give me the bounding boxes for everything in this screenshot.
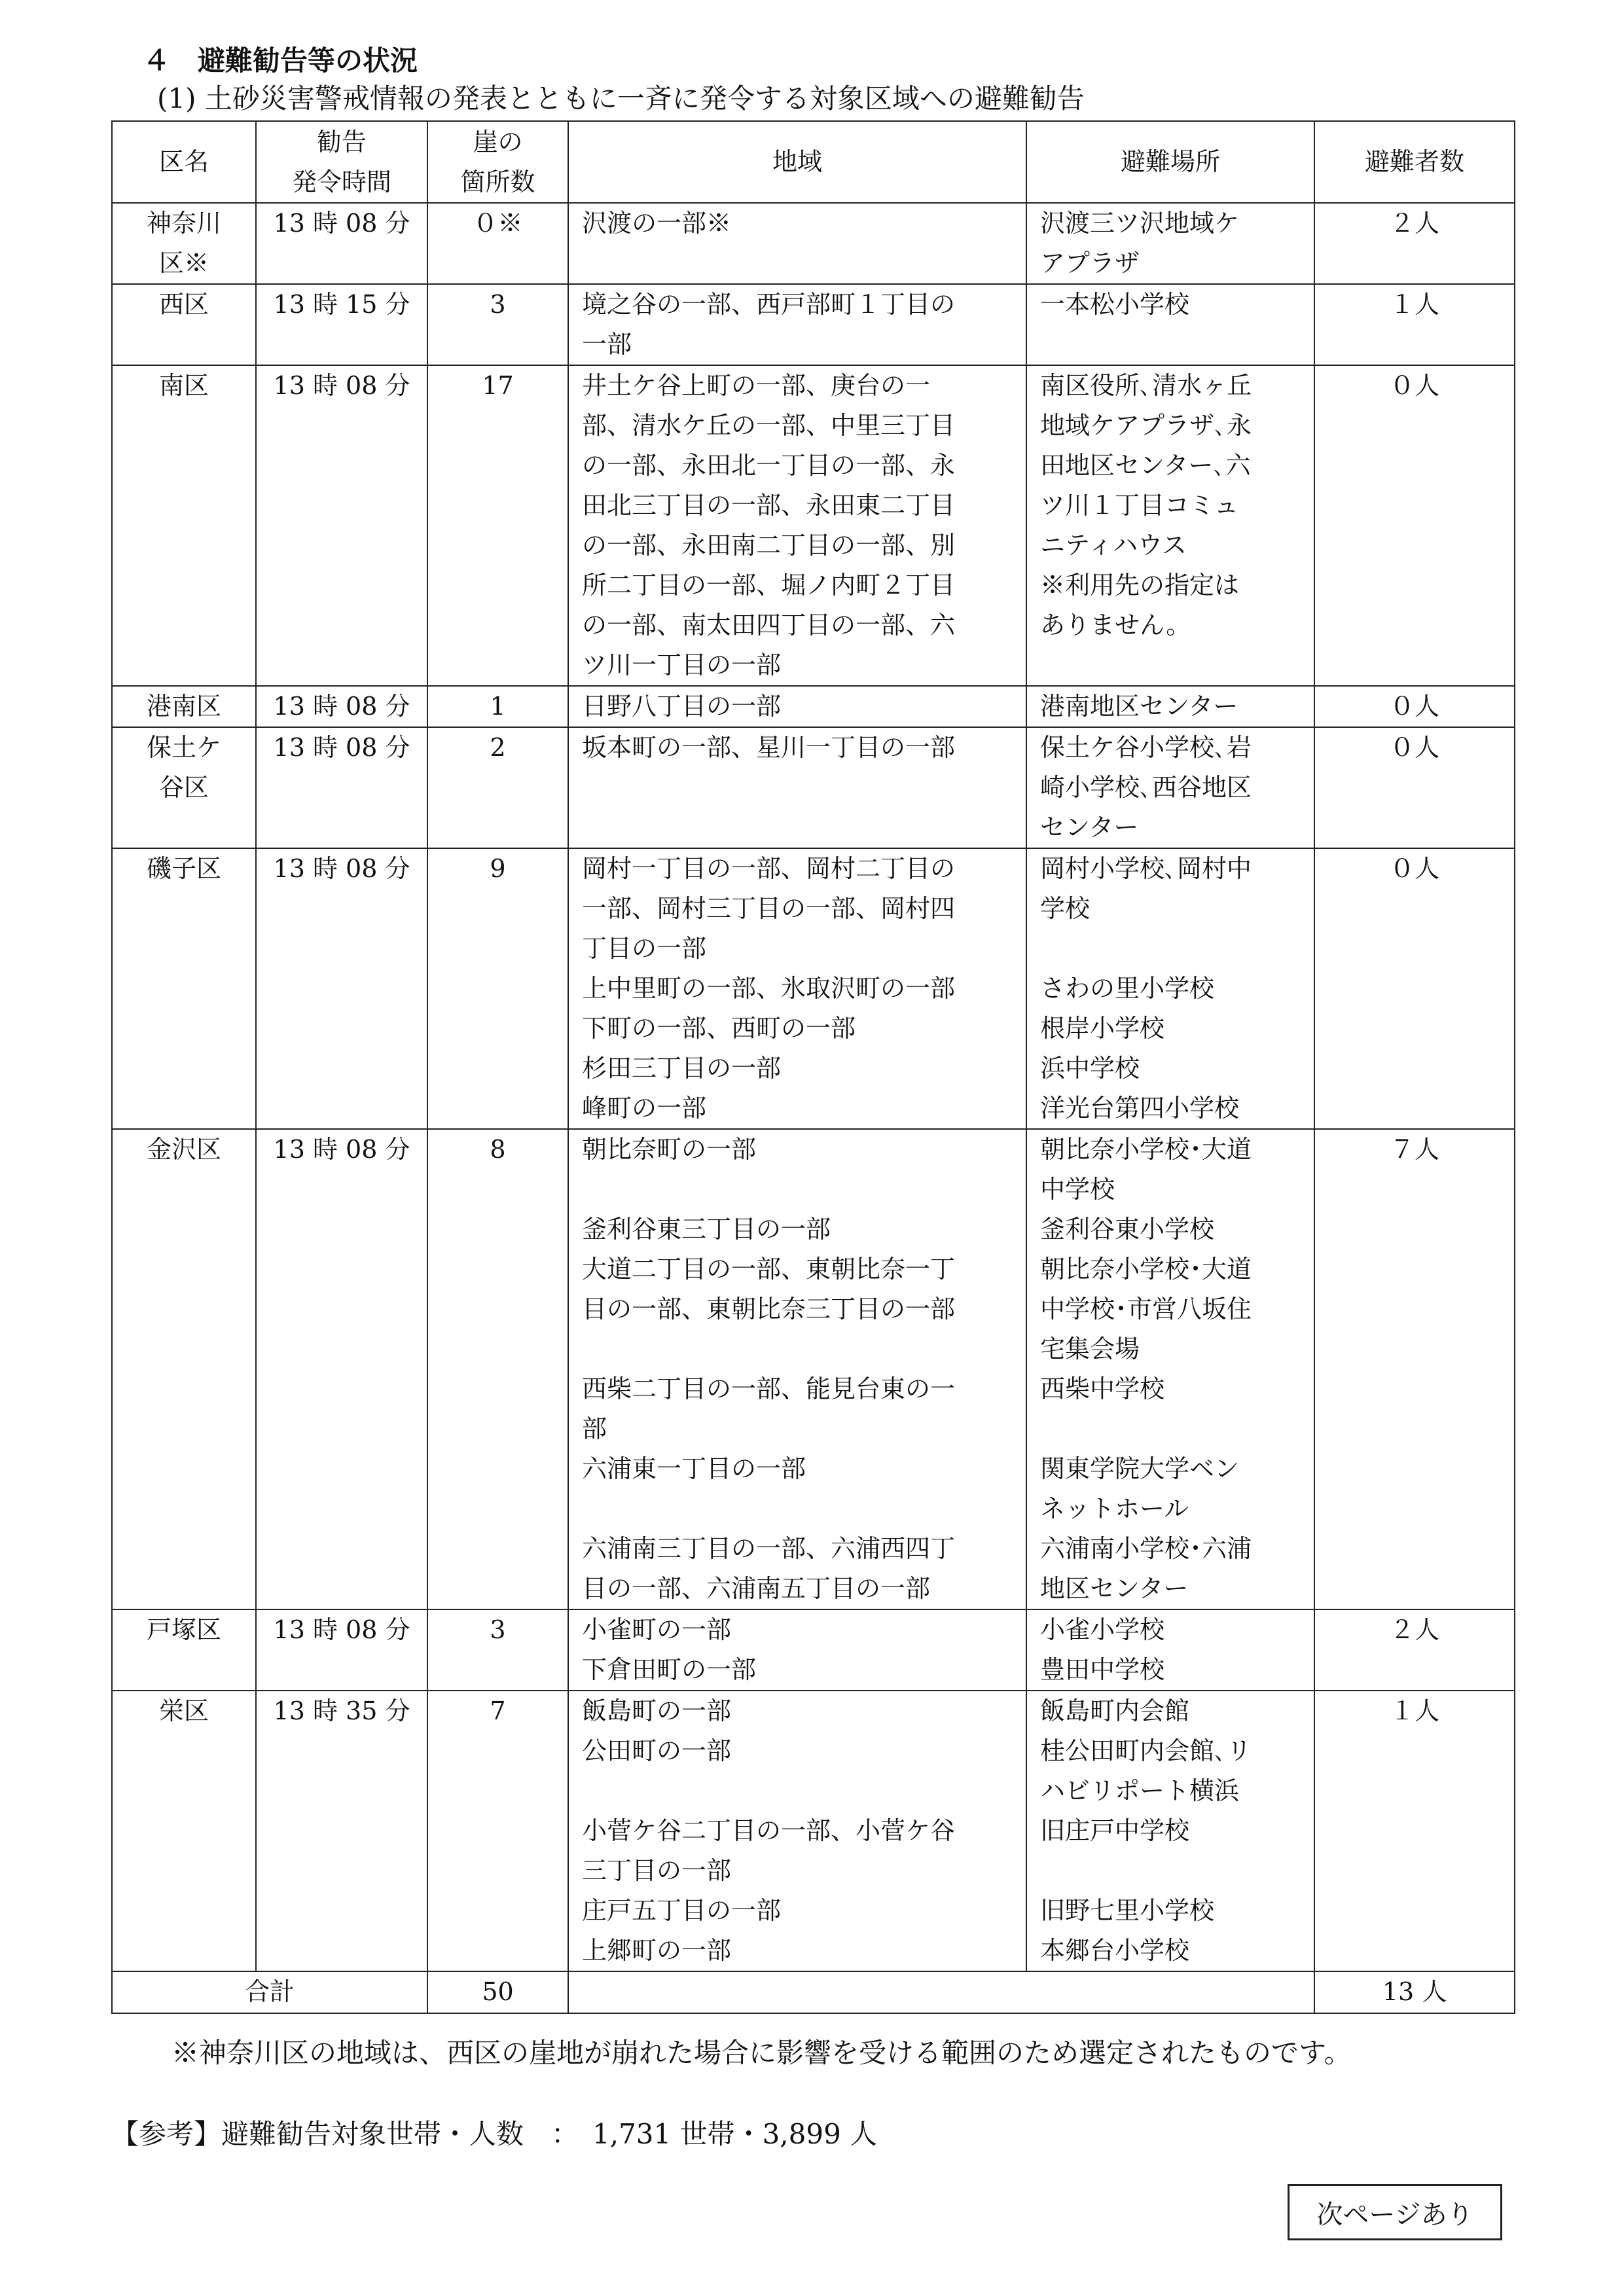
time-cell: 13 時 08 分: [256, 727, 427, 848]
table-row: [112, 203, 1515, 284]
shelter-line: ※利用先の指定は: [1040, 571, 1240, 600]
ward-cell: [112, 1691, 256, 1971]
ward-cell: [112, 1129, 256, 1609]
shelter-line: 洋光台第四小学校: [1040, 1094, 1240, 1122]
area-line: 釜利谷東三丁目の一部: [582, 1215, 831, 1244]
area-line: 六浦南三丁目の一部、六浦西四丁: [582, 1534, 956, 1563]
time-cell: 13 時 08 分: [256, 203, 427, 284]
footnote: ※神奈川区の地域は、西区の崖地が崩れた場合に影響を受ける範囲のため選定されたものです。: [171, 2037, 1352, 2069]
area-line: 六浦東一丁目の一部: [582, 1454, 806, 1483]
area-line: 沢渡の一部※: [582, 209, 732, 238]
shelter-line: ハビリポート横浜: [1040, 1776, 1240, 1805]
ward-cell: [112, 365, 256, 686]
cliffs-cell: 1: [427, 686, 568, 727]
table-body: [112, 203, 1515, 1971]
table-row: [112, 365, 1515, 686]
ward-cell: [112, 727, 256, 848]
ward-line: 港南区: [146, 692, 221, 721]
shelter-line: 飯島町内会館: [1040, 1696, 1190, 1725]
area-line: 坂本町の一部、星川一丁目の一部: [582, 733, 956, 762]
shelter-line: 地区センター: [1040, 1574, 1189, 1603]
area-line: 所二丁目の一部、堀ノ内町２丁目: [582, 571, 956, 600]
shelter-cell: [1026, 365, 1314, 686]
cliffs-cell: 9: [427, 848, 568, 1129]
shelter-line: [1040, 929, 1301, 969]
shelter-line: アプラザ: [1040, 249, 1140, 278]
header-shelter: 避難場所: [1026, 121, 1314, 203]
header-time-line-2: 発令時間: [291, 167, 391, 196]
total-blank: [568, 1971, 1314, 2013]
shelter-line: 釜利谷東小学校: [1040, 1215, 1215, 1244]
ward-line: 戸塚区: [146, 1615, 221, 1644]
cliffs-cell: 7: [427, 1691, 568, 1971]
ward-line: 磯子区: [146, 854, 221, 883]
shelter-cell: [1026, 284, 1314, 365]
area-cell: [568, 686, 1026, 727]
ward-cell: [112, 686, 256, 727]
shelter-line: 保土ケ谷小学校､岩: [1040, 733, 1252, 762]
area-line: 一部、岡村三丁目の一部、岡村四: [582, 894, 956, 923]
table-header-row: [112, 121, 1515, 203]
ward-cell: [112, 1609, 256, 1691]
evacuees-cell: １人: [1314, 284, 1515, 365]
shelter-line: 岡村小学校､岡村中: [1040, 854, 1252, 883]
shelter-line: ニティハウス: [1040, 531, 1187, 560]
area-line: 小雀町の一部: [582, 1615, 732, 1644]
time-cell: 13 時 08 分: [256, 365, 427, 686]
area-line: [582, 1329, 1013, 1369]
total-evacuees: 13 人: [1314, 1971, 1515, 2013]
shelter-line: 関東学院大学ベン: [1040, 1454, 1240, 1483]
shelter-cell: [1026, 1691, 1314, 1971]
cliffs-cell: 8: [427, 1129, 568, 1609]
evacuees-cell: ２人: [1314, 203, 1515, 284]
area-line: 上中里町の一部、氷取沢町の一部: [582, 974, 956, 1003]
header-cliffs-line-1: 崖の: [473, 127, 523, 156]
shelter-line: 旧野七里小学校: [1040, 1896, 1215, 1925]
ward-cell: [112, 203, 256, 284]
evacuees-cell: ０人: [1314, 686, 1515, 727]
table-row: [112, 1129, 1515, 1609]
area-line: 部: [582, 1414, 607, 1443]
cliffs-cell: 3: [427, 1609, 568, 1691]
shelter-line: 旧庄戸中学校: [1040, 1816, 1190, 1845]
area-line: 一部: [582, 330, 632, 359]
shelter-line: 学校: [1040, 894, 1091, 923]
cliffs-cell: 3: [427, 284, 568, 365]
ward-line: 金沢区: [146, 1135, 221, 1164]
table-row: [112, 848, 1515, 1129]
shelter-line: 西柴中学校: [1040, 1374, 1165, 1403]
ward-line: 南区: [158, 371, 209, 400]
area-cell: [568, 284, 1026, 365]
shelter-line: 地域ケアプラザ､永: [1040, 411, 1252, 440]
area-line: 日野八丁目の一部: [582, 692, 782, 721]
area-cell: [568, 203, 1026, 284]
time-cell: 13 時 08 分: [256, 686, 427, 727]
shelter-line: センター: [1040, 813, 1139, 842]
area-line: 岡村一丁目の一部、岡村二丁目の: [582, 854, 956, 883]
shelter-line: 浜中学校: [1040, 1054, 1140, 1083]
ward-line: 西区: [158, 290, 209, 319]
shelter-line: 宅集会場: [1040, 1335, 1140, 1363]
area-line: 公田町の一部: [582, 1736, 732, 1765]
area-line: ツ川一丁目の一部: [582, 651, 782, 679]
shelter-line: 六浦南小学校･六浦: [1040, 1534, 1252, 1563]
shelter-line: 根岸小学校: [1040, 1014, 1165, 1043]
next-page-label: 次ページあり: [1316, 2199, 1473, 2230]
area-line: 朝比奈町の一部: [582, 1135, 757, 1164]
area-line: 飯島町の一部: [582, 1696, 732, 1725]
shelter-line: 中学校･市営八坂住: [1040, 1295, 1252, 1323]
time-cell: 13 時 08 分: [256, 1129, 427, 1609]
area-cell: [568, 1129, 1026, 1609]
shelter-cell: [1026, 686, 1314, 727]
area-line: 杉田三丁目の一部: [582, 1054, 782, 1083]
evacuees-cell: １人: [1314, 1691, 1515, 1971]
header-time: [256, 121, 427, 203]
time-cell: 13 時 08 分: [256, 848, 427, 1129]
evacuees-cell: ０人: [1314, 365, 1515, 686]
area-cell: [568, 1691, 1026, 1971]
table-row: [112, 686, 1515, 727]
table-row: [112, 1691, 1515, 1971]
cliffs-cell: 17: [427, 365, 568, 686]
total-row: [112, 1971, 1515, 2013]
area-cell: [568, 1609, 1026, 1691]
area-cell: [568, 365, 1026, 686]
header-evacuees: 避難者数: [1314, 121, 1515, 203]
area-line: 丁目の一部: [582, 934, 707, 963]
area-line: 峰町の一部: [582, 1094, 707, 1122]
time-cell: 13 時 35 分: [256, 1691, 427, 1971]
area-line: 三丁目の一部: [582, 1856, 732, 1885]
next-page-box: [1288, 2184, 1502, 2240]
ward-line: 保土ケ: [146, 733, 221, 762]
area-line: 大道二丁目の一部、東朝比奈一丁: [582, 1255, 956, 1283]
shelter-line: 本郷台小学校: [1040, 1936, 1190, 1965]
shelter-line: 田地区センター､六: [1040, 451, 1251, 480]
time-cell: 13 時 08 分: [256, 1609, 427, 1691]
area-line: 下町の一部、西町の一部: [582, 1014, 856, 1043]
shelter-line: 港南地区センター: [1040, 692, 1238, 721]
table-row: [112, 1609, 1515, 1691]
area-line: 井土ケ谷上町の一部、庚台の一: [582, 371, 931, 400]
area-line: 部、清水ケ丘の一部、中里三丁目: [582, 411, 956, 440]
area-line: 西柴二丁目の一部、能見台東の一: [582, 1374, 956, 1403]
area-line: [582, 1771, 1013, 1811]
shelter-line: 一本松小学校: [1040, 290, 1190, 319]
header-cliffs-line-2: 箇所数: [460, 167, 535, 196]
shelter-line: 沢渡三ツ沢地域ケ: [1040, 209, 1240, 238]
shelter-line: ツ川１丁目コミュ: [1040, 491, 1239, 520]
shelter-line: 桂公田町内会館､リ: [1040, 1736, 1252, 1765]
table-row: [112, 727, 1515, 848]
total-cliffs: 50: [427, 1971, 568, 2013]
area-line: の一部、南太田四丁目の一部、六: [582, 611, 956, 639]
shelter-line: 小雀小学校: [1040, 1615, 1165, 1644]
ward-cell: [112, 848, 256, 1129]
shelter-line: 朝比奈小学校･大道: [1040, 1255, 1252, 1283]
area-line: 目の一部、東朝比奈三丁目の一部: [582, 1295, 956, 1323]
area-line: 目の一部、六浦南五丁目の一部: [582, 1574, 931, 1603]
header-cliffs: [427, 121, 568, 203]
area-line: 庄戸五丁目の一部: [582, 1896, 782, 1925]
total-label: 合計: [112, 1971, 427, 2013]
shelter-line: 朝比奈小学校･大道: [1040, 1135, 1252, 1164]
evacuees-cell: ７人: [1314, 1129, 1515, 1609]
shelter-line: ありません。: [1040, 611, 1191, 639]
cliffs-cell: ０※: [427, 203, 568, 284]
ward-line: 栄区: [158, 1696, 209, 1725]
area-line: [582, 1489, 1013, 1529]
shelter-cell: [1026, 727, 1314, 848]
area-line: [582, 1170, 1013, 1210]
evacuation-table: [111, 120, 1515, 2014]
area-line: の一部、永田南二丁目の一部、別: [582, 531, 956, 560]
shelter-line: [1040, 1851, 1301, 1891]
cliffs-cell: 2: [427, 727, 568, 848]
shelter-line: 南区役所､清水ヶ丘: [1040, 371, 1252, 400]
area-line: の一部、永田北一丁目の一部、永: [582, 451, 956, 480]
ward-cell: [112, 284, 256, 365]
area-line: 小菅ケ谷二丁目の一部、小菅ケ谷: [582, 1816, 956, 1845]
time-cell: 13 時 15 分: [256, 284, 427, 365]
ward-line: 区※: [158, 249, 209, 278]
shelter-line: さわの里小学校: [1040, 974, 1215, 1003]
shelter-line: 豊田中学校: [1040, 1655, 1165, 1684]
shelter-cell: [1026, 1129, 1314, 1609]
ward-line: 谷区: [158, 773, 209, 802]
shelter-cell: [1026, 848, 1314, 1129]
reference-line: 【参考】避難勧告対象世帯・人数 ： 1,731 世帯・3,899 人: [111, 2118, 878, 2150]
area-cell: [568, 727, 1026, 848]
table-row: [112, 284, 1515, 365]
shelter-line: [1040, 1409, 1301, 1449]
shelter-line: 中学校: [1040, 1175, 1115, 1204]
evacuees-cell: ０人: [1314, 848, 1515, 1129]
header-area: 地域: [568, 121, 1026, 203]
shelter-line: ネットホール: [1040, 1494, 1189, 1523]
area-line: 上郷町の一部: [582, 1936, 732, 1965]
area-cell: [568, 848, 1026, 1129]
section-title: ４ 避難勧告等の状況: [143, 45, 418, 77]
evacuees-cell: ０人: [1314, 727, 1515, 848]
header-ward: 区名: [112, 121, 256, 203]
area-line: 下倉田町の一部: [582, 1655, 757, 1684]
shelter-cell: [1026, 1609, 1314, 1691]
shelter-line: 崎小学校､西谷地区: [1040, 773, 1252, 802]
evacuees-cell: ２人: [1314, 1609, 1515, 1691]
area-line: 田北三丁目の一部、永田東二丁目: [582, 491, 956, 520]
ward-line: 神奈川: [146, 209, 221, 238]
sub-title: (1) 土砂災害警戒情報の発表とともに一斉に発令する対象区域への避難勧告: [157, 82, 1085, 115]
shelter-cell: [1026, 203, 1314, 284]
header-time-line-1: 勧告: [316, 127, 367, 156]
area-line: 境之谷の一部、西戸部町１丁目の: [582, 290, 956, 319]
